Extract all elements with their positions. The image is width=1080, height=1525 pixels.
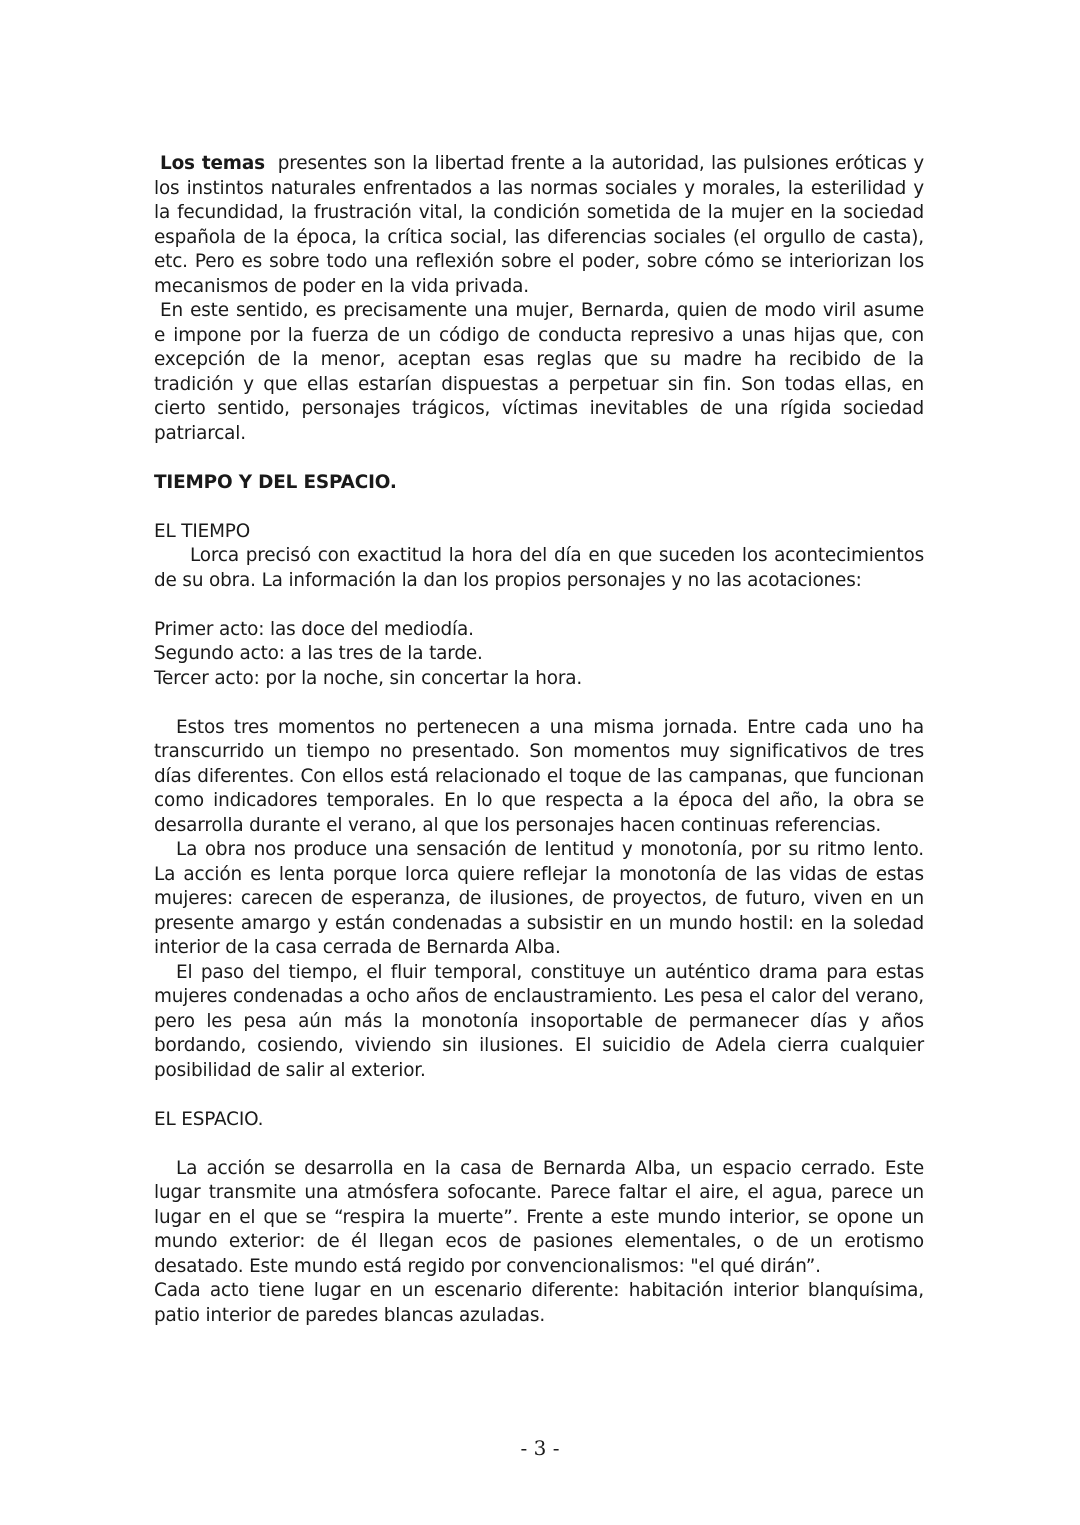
- act-item: Primer acto: las doce del mediodía.: [154, 618, 474, 640]
- document-body: [154, 152, 924, 1328]
- espacio-paragraph-1: La acción se desarrolla en la casa de Bernarda Alba, un espacio cerrado. Este lugar transmite una atmósfera sofocante. Parece faltar el aire, el agua, parece un lugar en el que se “respira la muerte”. Frente a este mundo interior, se opone un mundo exterior: de él llegan ecos de pasiones elementales, o de un erotismo desatado. Este mundo está regido por convencionalismos: "el qué dirán”.: [154, 1157, 924, 1277]
- tiempo-intro: Lorca precisó con exactitud la hora del día en que suceden los acontecimientos de su obra. La información la dan los propios personajes y no las acotaciones:: [154, 545, 924, 591]
- themes-text: presentes son la libertad frente a la autoridad, las pulsiones eróticas y los instintos naturales enfrentados a las normas sociales y morales, la esterilidad y la fecundidad, la frustración vital, la condición sometida de la mujer en la sociedad española de la época, la crítica social, las diferencias sociales (el orgullo de casta), etc. Pero es sobre todo una reflexión sobre el poder, sobre cómo se interiorizan los mecanismos de poder en la vida privada.: [154, 153, 924, 297]
- tiempo-heading: EL TIEMPO: [154, 520, 251, 542]
- themes-lead: Los temas: [160, 153, 265, 174]
- themes-paragraph: [154, 152, 924, 299]
- bernarda-paragraph: En este sentido, es precisamente una mujer, Bernarda, quien de modo viril asume e impone por la fuerza de un código de conducta represivo a unas hijas que, con excepción de la menor, aceptan esas reglas que su madre ha recibido de la tradición y que ellas estarían dispuestas a perpetuar sin fin. Son todas ellas, en cierto sentido, personajes trágicos, víctimas inevitables de una rígida sociedad patriarcal.: [154, 300, 924, 444]
- act-item: Segundo acto: a las tres de la tarde.: [154, 643, 483, 664]
- tiempo-paragraph-3: El paso del tiempo, el fluir temporal, constituye un auténtico drama para estas mujeres condenadas a ocho años de enclaustramiento. Les pesa el calor del verano, pero les pesa aún más la monotonía insoportable de permanecer días y años bordando, cosiendo, viviendo sin ilusiones. El suicidio de Adela cierra cualquier posibilidad de salir al exterior.: [154, 961, 924, 1081]
- section-heading: TIEMPO Y DEL ESPACIO.: [154, 471, 397, 493]
- tiempo-paragraph-2: La obra nos produce una sensación de lentitud y monotonía, por su ritmo lento. La acción es lenta porque lorca quiere reflejar la monotonía de las vidas de estas mujeres: carecen de esperanza, de ilusiones, de proyectos, de futuro, viven en un presente amargo y están condenadas a subsistir en un mundo hostil: en la soledad interior de la casa cerrada de Bernarda Alba.: [154, 839, 924, 958]
- acts-list: [154, 618, 924, 692]
- page-number: - 3 -: [520, 1436, 560, 1460]
- act-item: Tercer acto: por la noche, sin concertar la hora.: [154, 667, 583, 689]
- tiempo-paragraph-1: Estos tres momentos no pertenecen a una misma jornada. Entre cada uno ha transcurrido un tiempo no presentado. Son momentos muy significativos de tres días diferentes. Con ellos está relacionado el toque de las campanas, que funcionan como indicadores temporales. En lo que respecta a la época del año, la obra se desarrolla durante el verano, al que los personajes hacen continuas referencias.: [154, 716, 924, 836]
- espacio-heading: EL ESPACIO.: [154, 1108, 264, 1130]
- espacio-paragraph-2: Cada acto tiene lugar en un escenario diferente: habitación interior blanquísima, patio interior de paredes blancas azuladas.: [154, 1280, 924, 1326]
